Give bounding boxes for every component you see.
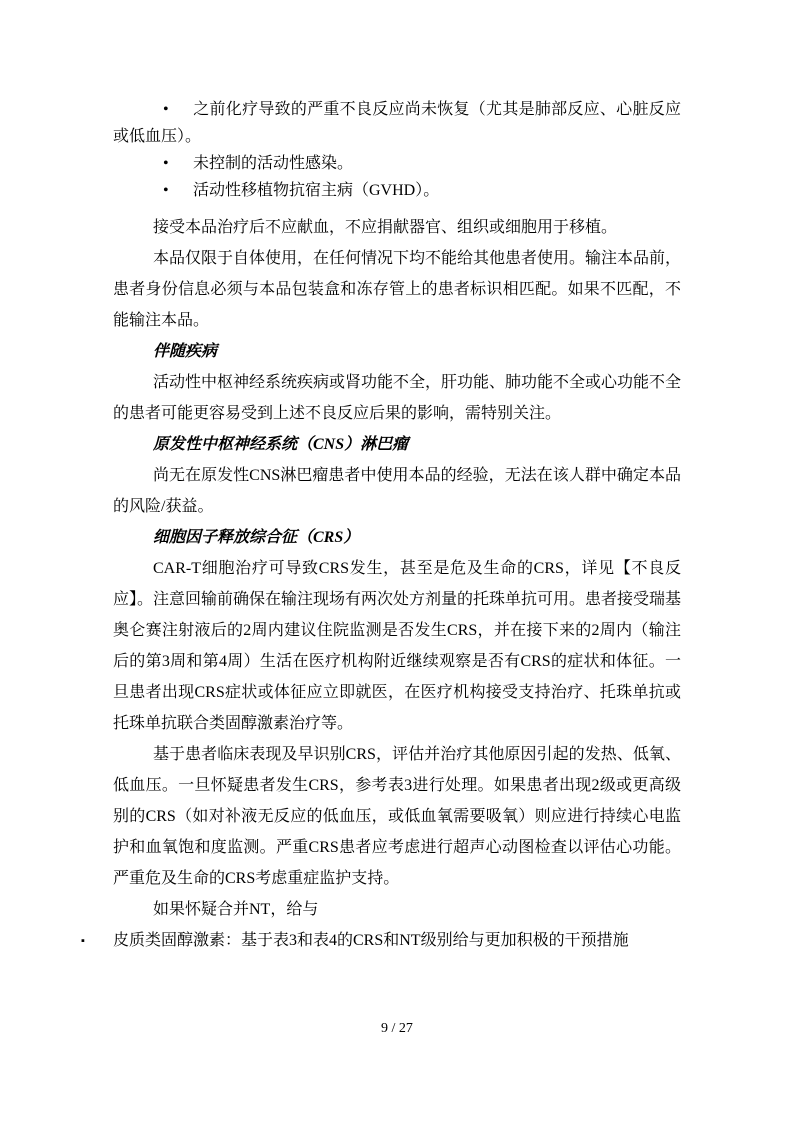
page-number: 9 / 27	[381, 1021, 413, 1036]
paragraph-comorbidity: 活动性中枢神经系统疾病或肾功能不全，肝功能、肺功能不全或心功能不全的患者可能更容易受到上述不良反应后果的影响，需特别关注。	[113, 374, 682, 422]
paragraph-crs-monitoring: CAR-T细胞治疗可导致CRS发生，甚至是危及生命的CRS，详见【不良反应】。注意回输前确保在输注现场有两次处方剂量的托珠单抗可用。患者接受瑞基奥仑赛注射液后的2周内建议住院监测是否发生CRS，并在接下来的2周内（输注后的第3周和第4周）生活在医疗机构附近继续观察是否有CRS的症状和体征。一旦患者出现CRS症状或体征应立即就医，在医疗机构接受支持治疗、托珠单抗或托珠单抗联合类固醇激素治疗等。	[113, 560, 682, 732]
bullet-icon: •	[163, 101, 169, 118]
list-item-text: 之前化疗导致的严重不良反应尚未恢复（尤其是肺部反应、心脏反应或低血压）。	[113, 101, 681, 145]
heading-comorbidity: 伴随疾病	[153, 343, 218, 360]
list-item-text: 未控制的活动性感染。	[193, 155, 354, 172]
list-item-text: 皮质类固醇激素：基于表3和表4的CRS和NT级别给与更加积极的干预措施	[113, 932, 629, 949]
paragraph-blood-donation: 接受本品治疗后不应献血，不应捐献器官、组织或细胞用于移植。	[153, 219, 618, 236]
paragraph-crs-management: 基于患者临床表现及早识别CRS，评估并治疗其他原因引起的发热、低氧、低血压。一旦怀疑患者发生CRS，参考表3进行处理。如果患者出现2级或更高级别的CRS（如对补液无反应的低血压，或低血氧需要吸氧）则应进行持续心电监护和血氧饱和度监测。严重CRS患者应考虑进行超声心动图检查以评估心功能。严重危及生命的CRS考虑重症监护支持。	[113, 746, 681, 887]
heading-crs: 细胞因子释放综合征（CRS）	[153, 529, 360, 546]
exclusion-bullet-list	[113, 96, 681, 204]
exclusion-list-item	[113, 96, 681, 150]
nt-list-item	[81, 925, 681, 957]
paragraph-autologous-use: 本品仅限于自体使用，在任何情况下均不能给其他患者使用。输注本品前，患者身份信息必须与本品包装盒和冻存管上的患者标识相匹配。如果不匹配，不能输注本品。	[113, 250, 682, 329]
list-item-text: 活动性移植物抗宿主病（GVHD）。	[193, 182, 440, 199]
bullet-icon: •	[163, 155, 169, 172]
square-bullet-icon: ▪	[81, 935, 85, 947]
exclusion-list-item	[113, 177, 681, 204]
bullet-icon: •	[163, 182, 169, 199]
page-content	[81, 96, 682, 957]
paragraph-cns-lymphoma: 尚无在原发性CNS淋巴瘤患者中使用本品的经验，无法在该人群中确定本品的风险/获益。	[113, 467, 681, 515]
paragraph-nt-intro: 如果怀疑合并NT，给与	[153, 901, 319, 918]
heading-cns-lymphoma: 原发性中枢神经系统（CNS）淋巴瘤	[153, 436, 409, 453]
exclusion-list-item	[113, 150, 681, 177]
